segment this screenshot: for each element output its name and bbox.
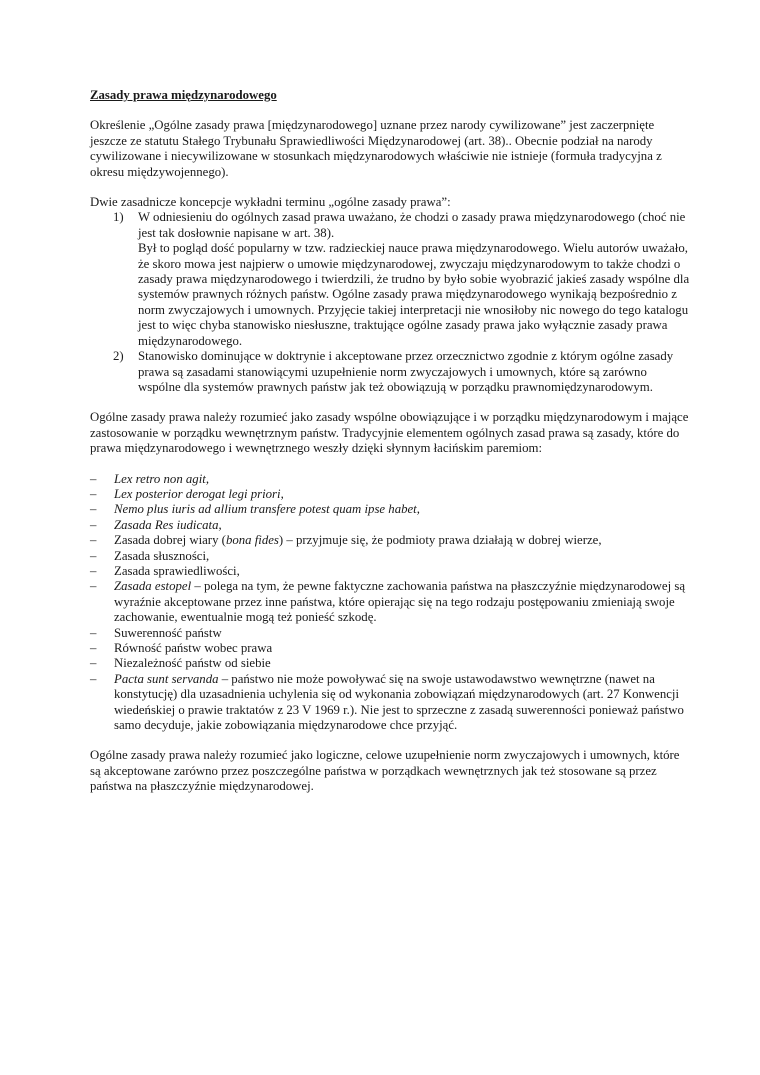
list-item [90, 502, 690, 517]
list-item [90, 564, 690, 579]
principle-text: – polega na tym, że pewne faktyczne zachowania państwa na płaszczyźnie międzynarodowej są wyraźnie akceptowane przez inne państwa, które opierając się na tego rodzaju postępowaniu zmieniają swoje zachowanie, ewentualnie mogą też ponieść szkodę. [114, 579, 686, 625]
dash-bullet: – [90, 548, 97, 563]
concept-item [90, 210, 690, 349]
dash-bullet: – [90, 517, 97, 532]
dash-bullet: – [90, 471, 97, 486]
principle-text: Niezależność państw od siebie [114, 656, 271, 671]
concept-number: 1) [113, 210, 124, 225]
concept-text: Stanowisko dominujące w doktrynie i akceptowane przez orzecznictwo zgodnie z którym ogólne zasady prawa są zasadami stanowiącymi uzupełnienie norm zwyczajowych i umownych, które są zarówno wspólne dla systemów prawnych państw jak też obowiązują w porządku prawnomiędzynarodowym. [138, 349, 674, 394]
principle-text: Lex posterior derogat legi priori, [114, 486, 284, 501]
principle-latin-term: bona fides [225, 533, 279, 548]
dash-bullet: – [90, 533, 97, 548]
dash-bullet: – [90, 641, 97, 655]
dash-bullet: – [90, 579, 97, 594]
dash-bullet: – [90, 671, 97, 686]
document-title: Zasady prawa międzynarodowego [90, 88, 277, 102]
principle-latin-term: Zasada estopel [114, 579, 192, 594]
principle-latin-term: Pacta sunt servanda [114, 671, 219, 686]
concept-text: W odniesieniu do ogólnych zasad prawa uważano, że chodzi o zasady prawa międzynarodowego (choć nie jest tak dosłownie napisane w art. 38). [138, 210, 686, 240]
principle-text: ) – przyjmuje się, że podmioty prawa działają w dobrej wierze, [278, 533, 602, 548]
list-item [90, 549, 690, 564]
principle-text: Zasada Res iudicata, [114, 517, 222, 532]
list-item [90, 533, 690, 548]
list-item [90, 579, 690, 625]
concept-number: 2) [113, 349, 124, 364]
list-item [90, 626, 690, 641]
dash-bullet: – [90, 625, 97, 640]
list-item [90, 656, 690, 671]
list-item [90, 518, 690, 533]
principles-list [90, 472, 690, 734]
principles-intro: Ogólne zasady prawa należy rozumieć jako zasady wspólne obowiązujące i w porządku międzynarodowym i mające zastosowanie w porządku wewnętrznym państw. Tradycyjnie elementem ogólnych zasad prawa są zasady, które do prawa międzynarodowego i wewnętrznego weszły dzięki słynnym łacińskim paremiom: [90, 410, 689, 456]
dash-bullet: – [90, 486, 97, 501]
list-item [90, 641, 690, 656]
principle-text: Suwerenność państw [114, 625, 222, 640]
list-item [90, 487, 690, 502]
principle-text: – państwo nie może powoływać się na swoje ustawodawstwo wewnętrzne (nawet na konstytucję) dla uzasadnienia uchylenia się od wykonania zobowiązań międzynarodowych (art. 27 Konwencji wiedeńskiej o prawie traktatów z 23 V 1969 r.). Nie jest to sprzeczne z zasadą suwerenności ponieważ państwo samo decyduje, jakie zobowiązania międzynarodowe chce przyjąć. [114, 671, 684, 733]
principle-text: Lex retro non agit, [114, 471, 210, 486]
principle-text: Zasada sprawiedliwości, [114, 563, 240, 578]
concepts-intro: Dwie zasadnicze koncepcje wykładni terminu „ogólne zasady prawa”: [90, 195, 451, 210]
dash-bullet: – [90, 563, 97, 578]
principle-text: Zasada dobrej wiary ( [114, 533, 226, 548]
concept-text: Był to pogląd dość popularny w tzw. radzieckiej nauce prawa międzynarodowego. Wielu autorów uważało, że skoro mowa jest najpierw o umowie międzynarodowej, zwyczaju międzynarodowym to także chodzi o zasady prawa międzynarodowego i twierdzili, że trudno by było sobie wyobrazić jakieś zasady wspólne dla systemów prawnych różnych państw. Ogólne zasady prawa międzynarodowego wynikają bezpośrednio z norm zwyczajowych i umownych. Przyjęcie takiej interpretacji nie wnosiłoby nic nowego do tego katalogu jest to więc chyba stanowisko niesłuszne, traktujące ogólne zasady prawa jako wyłącznie zasady prawa międzynarodowego. [138, 241, 690, 348]
dash-bullet: – [90, 502, 97, 517]
concept-item [90, 349, 690, 395]
list-item [90, 472, 690, 487]
principle-text: Równość państw wobec prawa [114, 641, 273, 655]
intro-paragraph: Określenie „Ogólne zasady prawa [międzynarodowego] uznane przez narody cywilizowane” jest zaczerpnięte jeszcze ze statutu Stałego Trybunału Sprawiedliwości Międzynarodowej (art. 38).. Obecnie podział na narody cywilizowane i niecywilizowane w stosunkach międzynarodowych właściwie nie istnieje (formuła tradycyjna z okresu międzywojennego). [90, 118, 662, 179]
dash-bullet: – [90, 656, 97, 671]
principle-text: Zasada słuszności, [114, 548, 210, 563]
conclusion-paragraph: Ogólne zasady prawa należy rozumieć jako logiczne, celowe uzupełnienie norm zwyczajowych i umownych, które są akceptowane zarówno przez poszczególne państwa w porządkach wewnętrznych jak też stosowane są przez państwa na płaszczyźnie międzynarodowej. [90, 748, 680, 794]
list-item [90, 672, 690, 734]
concepts-list [90, 210, 690, 395]
principle-text: Nemo plus iuris ad allium transfere potest quam ipse habet, [114, 502, 420, 517]
